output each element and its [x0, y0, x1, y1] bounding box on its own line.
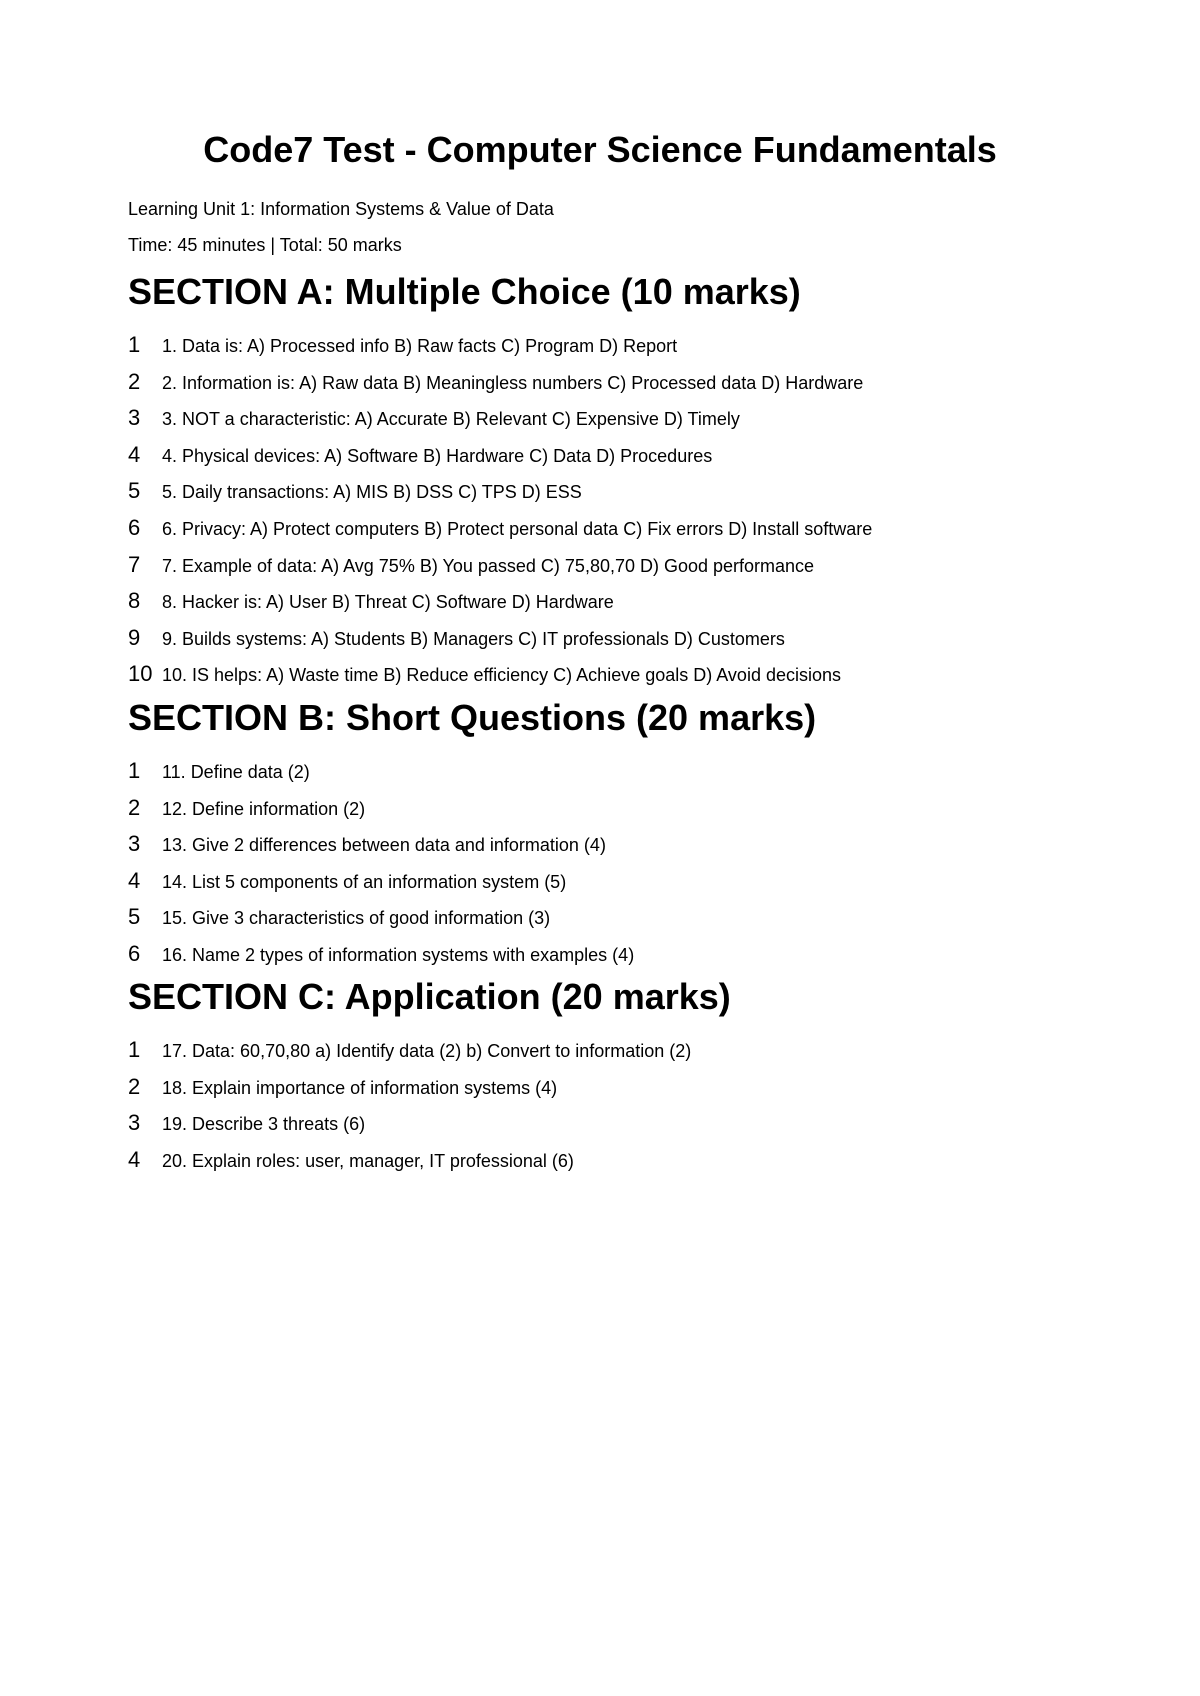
question-text: 17. Data: 60,70,80 a) Identify data (2) b) Convert to information (2)	[162, 1041, 692, 1061]
question-row	[128, 330, 872, 367]
question-row	[128, 793, 634, 830]
question-row	[128, 440, 872, 477]
question-list-number: 5	[128, 478, 141, 504]
question-list-number: 4	[128, 867, 141, 893]
question-row	[128, 756, 634, 793]
question-row	[128, 403, 872, 440]
question-text: 6. Privacy: A) Protect computers B) Protect personal data C) Fix errors D) Install software	[162, 518, 873, 539]
question-text: 2. Information is: A) Raw data B) Meaningless numbers C) Processed data D) Hardware	[162, 372, 864, 393]
question-text: 8. Hacker is: A) User B) Threat C) Software D) Hardware	[162, 592, 614, 613]
question-row	[128, 829, 634, 866]
document-title: Code7 Test - Computer Science Fundamentals	[203, 129, 997, 170]
question-list-number: 7	[128, 551, 141, 577]
question-list-number: 5	[128, 904, 141, 930]
question-text: 10. IS helps: A) Waste time B) Reduce efficiency C) Achieve goals D) Avoid decisions	[162, 665, 841, 686]
question-row	[128, 866, 634, 903]
section-a-question-list	[128, 330, 872, 696]
question-list-number: 2	[128, 368, 141, 394]
question-text: 7. Example of data: A) Avg 75% B) You passed C) 75,80,70 D) Good performance	[162, 555, 815, 576]
question-text: 13. Give 2 differences between data and information (4)	[162, 835, 606, 856]
question-text: 5. Daily transactions: A) MIS B) DSS C) TPS D) ESS	[162, 482, 582, 503]
question-text: 18. Explain importance of information systems (4)	[162, 1077, 558, 1098]
question-list-number: 9	[128, 624, 141, 650]
question-row	[128, 902, 634, 939]
question-text: 9. Builds systems: A) Students B) Managers C) IT professionals D) Customers	[162, 628, 785, 649]
question-row	[128, 939, 634, 976]
question-text: 4. Physical devices: A) Software B) Hardware C) Data D) Procedures	[162, 445, 713, 466]
question-list-number: 6	[128, 514, 141, 540]
time-marks-line: Time: 45 minutes | Total: 50 marks	[128, 235, 402, 255]
question-list-number: 3	[128, 405, 141, 431]
question-row	[128, 1072, 691, 1109]
question-list-number: 6	[128, 940, 141, 966]
question-text: 12. Define information (2)	[162, 798, 366, 819]
question-list-number: 2	[128, 794, 141, 820]
section-c-question-list	[128, 1035, 691, 1181]
question-row	[128, 1035, 691, 1072]
section-a-heading: SECTION A: Multiple Choice (10 marks)	[128, 271, 801, 312]
question-row	[128, 367, 872, 404]
question-text: 1. Data is: A) Processed info B) Raw facts C) Program D) Report	[162, 336, 678, 356]
section-b-question-list	[128, 756, 634, 976]
question-list-number: 10	[128, 661, 153, 687]
question-text: 19. Describe 3 threats (6)	[162, 1114, 366, 1135]
question-list-number: 8	[128, 588, 141, 614]
question-list-number: 4	[128, 1146, 141, 1172]
question-list-number: 1	[128, 332, 141, 357]
question-list-number: 4	[128, 441, 141, 467]
question-row	[128, 623, 872, 660]
question-row	[128, 476, 872, 513]
section-b-heading: SECTION B: Short Questions (20 marks)	[128, 697, 817, 738]
question-list-number: 3	[128, 831, 141, 857]
section-c-heading: SECTION C: Application (20 marks)	[128, 976, 731, 1017]
question-text: 16. Name 2 types of information systems with examples (4)	[162, 944, 635, 965]
question-text: 20. Explain roles: user, manager, IT professional (6)	[162, 1150, 574, 1171]
question-row	[128, 1145, 691, 1182]
question-row	[128, 513, 872, 550]
question-list-number: 3	[128, 1110, 141, 1136]
question-text: 3. NOT a characteristic: A) Accurate B) Relevant C) Expensive D) Timely	[162, 409, 740, 430]
question-text: 15. Give 3 characteristics of good information (3)	[162, 908, 551, 929]
question-row	[128, 586, 872, 623]
question-list-number: 2	[128, 1073, 141, 1099]
question-list-number: 1	[128, 1037, 141, 1062]
question-row	[128, 1108, 691, 1145]
question-row	[128, 659, 872, 696]
question-text: 11. Define data (2)	[162, 762, 310, 782]
question-list-number: 1	[128, 758, 141, 783]
learning-unit-line: Learning Unit 1: Information Systems & Value of Data	[128, 199, 554, 219]
question-text: 14. List 5 components of an information system (5)	[162, 871, 567, 892]
question-row	[128, 550, 872, 587]
